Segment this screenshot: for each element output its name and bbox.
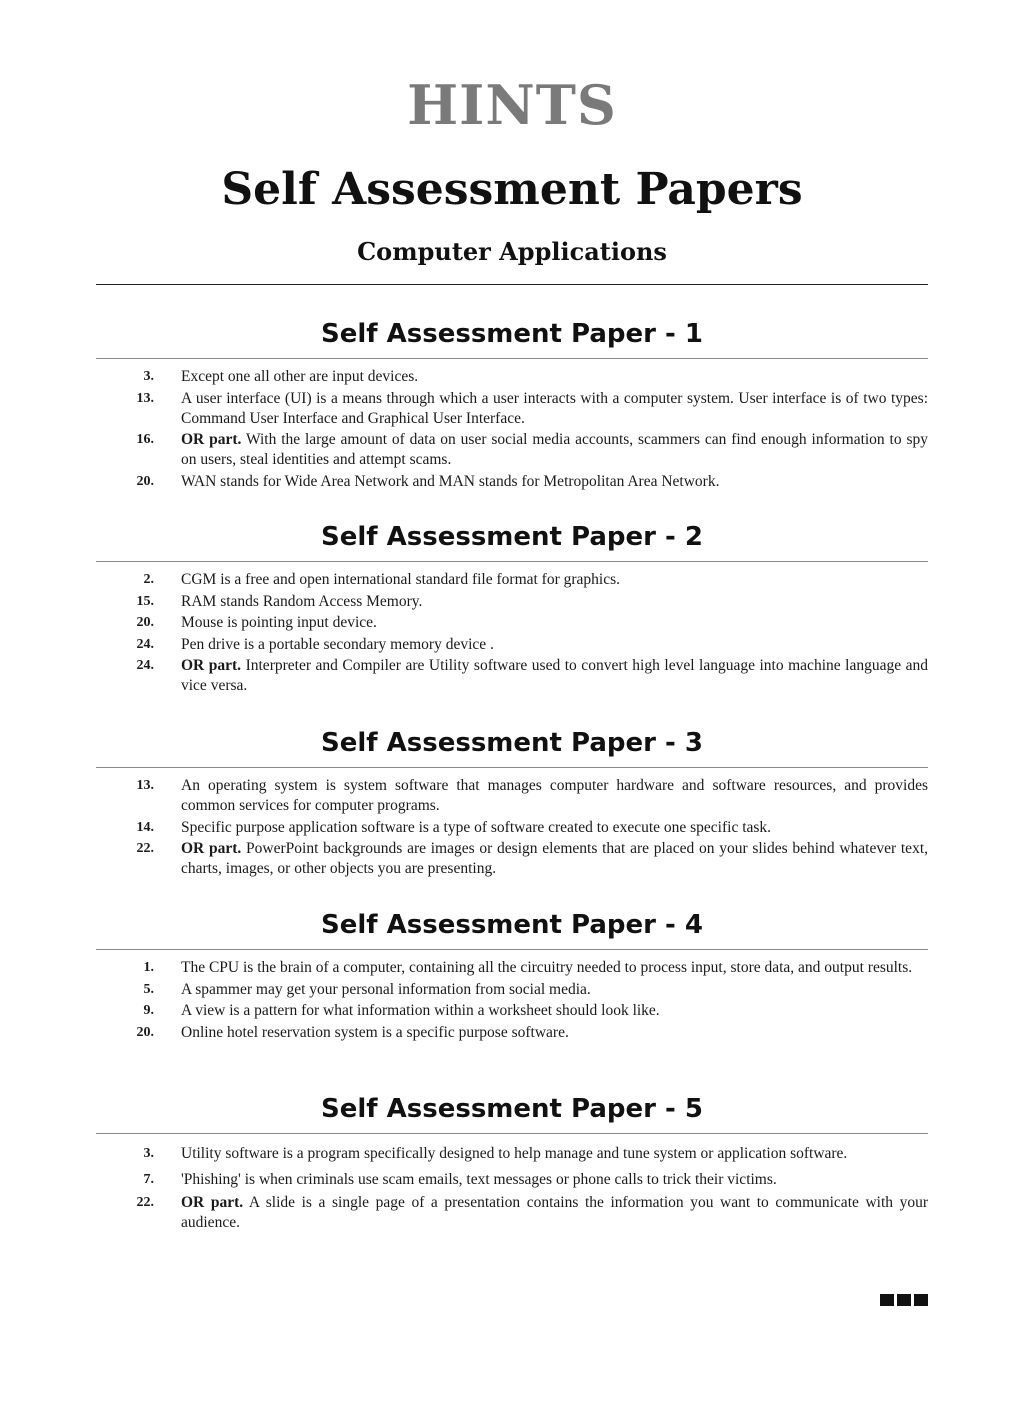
page-title: Self Assessment Papers	[221, 164, 803, 215]
paper-3-section	[96, 723, 928, 881]
list-item	[96, 635, 928, 655]
list-item	[96, 430, 928, 470]
section-divider	[96, 561, 928, 562]
list-item	[96, 980, 928, 1000]
item-text: The CPU is the brain of a computer, containing all the circuitry needed to process input, store data, and output results.	[181, 959, 913, 976]
list-item	[96, 367, 928, 387]
list-item	[96, 592, 928, 612]
section-heading: Self Assessment Paper - 5	[321, 1094, 703, 1124]
hints-heading: HINTS	[407, 73, 617, 137]
item-number: 3.	[143, 1146, 154, 1161]
item-number: 15.	[136, 593, 154, 609]
section-heading: Self Assessment Paper - 2	[321, 522, 703, 552]
item-text: 'Phishing' is when criminals use scam emails, text messages or phone calls to trick their victims.	[181, 1170, 777, 1188]
or-part-label: OR part.	[181, 840, 242, 857]
list-item	[96, 656, 928, 696]
item-number: 13.	[136, 778, 154, 793]
section-divider	[96, 767, 928, 768]
item-text: A spammer may get your personal information from social media.	[181, 980, 591, 998]
end-of-page-marks	[880, 1294, 928, 1306]
or-part-label: OR part.	[181, 431, 242, 448]
list-item	[96, 472, 928, 492]
list-item	[96, 1023, 928, 1043]
item-text: Interpreter and Compiler are Utility software used to convert high level language into machine language and vice versa.	[181, 657, 928, 694]
item-text: Specific purpose application software is a type of software created to execute one specific task.	[181, 818, 772, 836]
item-text: A slide is a single page of a presentation contains the information you want to communicate with your audience.	[181, 1194, 928, 1231]
item-text: CGM is a free and open international standard file format for graphics.	[181, 571, 621, 588]
item-number: 13.	[136, 390, 154, 406]
item-number: 20.	[136, 473, 154, 489]
list-item	[96, 839, 928, 879]
end-mark-square	[914, 1294, 928, 1306]
paper-4-section	[96, 905, 928, 1044]
item-number: 22.	[136, 1195, 154, 1210]
item-text: Pen drive is a portable secondary memory device .	[181, 635, 494, 653]
section-heading: Self Assessment Paper - 3	[321, 728, 703, 758]
item-text: With the large amount of data on user social media accounts, scammers can find enough information to spy on users, steal identities and attempt scams.	[181, 431, 928, 468]
or-part-label: OR part.	[181, 1194, 244, 1211]
item-text: Mouse is pointing input device.	[181, 614, 377, 631]
list-item	[96, 958, 928, 978]
list-item	[96, 613, 928, 633]
item-number: 16.	[136, 432, 154, 447]
item-number: 7.	[143, 1171, 154, 1187]
list-item	[96, 1001, 928, 1021]
or-part-label: OR part.	[181, 657, 242, 674]
item-number: 3.	[143, 369, 154, 384]
item-text: PowerPoint backgrounds are images or design elements that are placed on your slides behind whatever text, charts, images, or other objects you are presenting.	[181, 840, 928, 877]
item-text: A user interface (UI) is a means through which a user interacts with a computer system. User interface is of two types: Command User Interface and Graphical User Interface.	[181, 389, 928, 427]
list-item	[96, 570, 928, 590]
paper-2-section	[96, 517, 928, 698]
list-item	[96, 1142, 928, 1166]
item-number: 22.	[136, 841, 154, 856]
section-heading: Self Assessment Paper - 4	[321, 910, 703, 940]
item-text: A view is a pattern for what information within a worksheet should look like.	[181, 1002, 660, 1019]
section-divider	[96, 358, 928, 359]
list-item	[96, 776, 928, 816]
list-item	[96, 1193, 928, 1233]
item-number: 20.	[136, 615, 154, 630]
section-heading: Self Assessment Paper - 1	[321, 319, 703, 349]
item-text: Except one all other are input devices.	[181, 368, 419, 385]
item-number: 24.	[136, 636, 154, 652]
item-text: An operating system is system software that manages computer hardware and software resources, and provides common services for computer programs.	[181, 777, 928, 814]
end-mark-square	[880, 1294, 894, 1306]
subject-subtitle: Computer Applications	[357, 237, 667, 266]
item-number: 5.	[143, 981, 154, 997]
paper-1-section	[96, 314, 928, 493]
item-number: 9.	[143, 1003, 154, 1018]
section-divider	[96, 1133, 928, 1134]
item-text: Online hotel reservation system is a specific purpose software.	[181, 1023, 569, 1041]
header-divider	[96, 284, 928, 285]
item-text: Utility software is a program specifically designed to help manage and tune system or application software.	[181, 1145, 848, 1162]
section-divider	[96, 949, 928, 950]
item-text: RAM stands Random Access Memory.	[181, 592, 423, 610]
item-number: 24.	[136, 658, 154, 673]
item-number: 20.	[136, 1024, 154, 1040]
list-item	[96, 1168, 928, 1192]
item-number: 14.	[136, 819, 154, 835]
list-item	[96, 818, 928, 838]
end-mark-square	[897, 1294, 911, 1306]
item-number: 2.	[143, 572, 154, 587]
list-item	[96, 389, 928, 429]
paper-5-section	[96, 1089, 928, 1235]
item-number: 1.	[143, 960, 154, 975]
item-text: WAN stands for Wide Area Network and MAN stands for Metropolitan Area Network.	[181, 472, 720, 490]
